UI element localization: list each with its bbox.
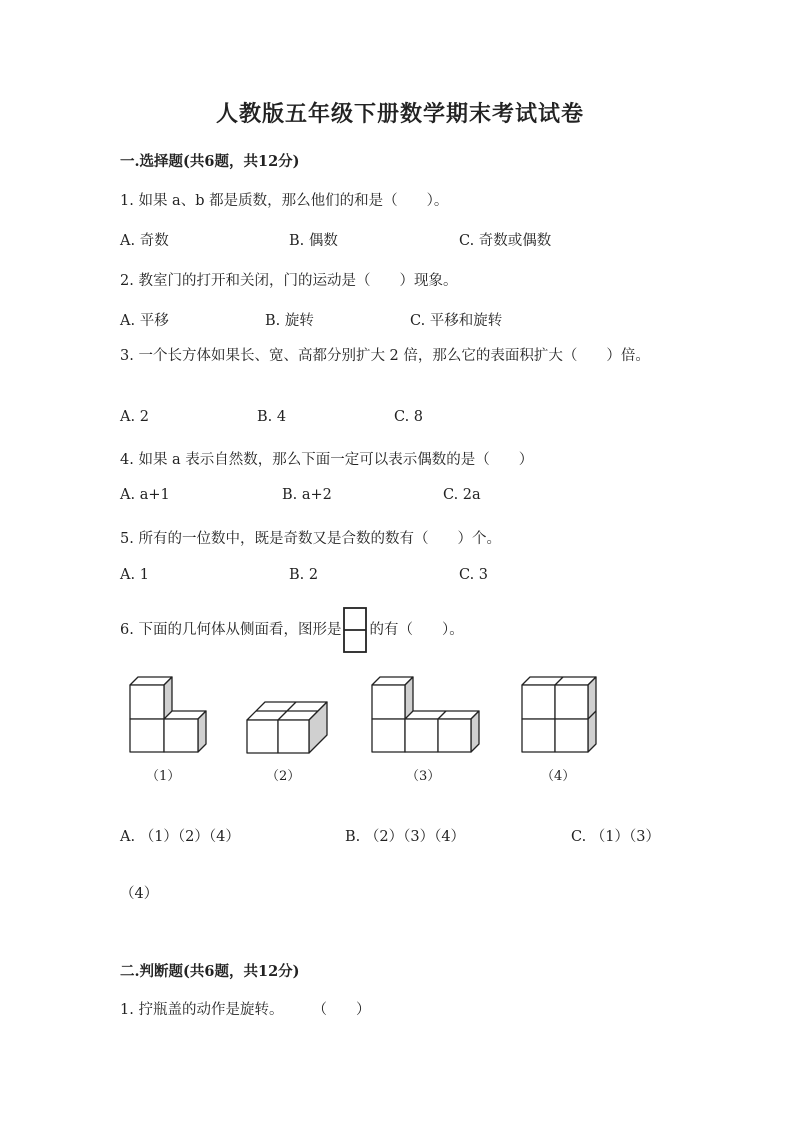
- question-1-option-a: A. 奇数: [120, 233, 169, 249]
- question-6-option-a: A. （1）（2）（4）: [120, 829, 240, 845]
- figure-4-label: （4）: [541, 769, 576, 784]
- question-3: 3. 一个长方体如果长、宽、高都分别扩大 2 倍，那么它的表面积扩大（ ）倍。: [120, 348, 650, 364]
- question-1: 1. 如果 a、b 都是质数，那么他们的和是（ ）。: [120, 193, 449, 209]
- cube-figure-3: [368, 675, 482, 757]
- question-3-option-a: A. 2: [120, 409, 149, 425]
- question-1-option-c: C. 奇数或偶数: [459, 233, 552, 249]
- question-2-option-b: B. 旋转: [265, 313, 314, 329]
- question-2-option-a: A. 平移: [120, 313, 169, 329]
- cube-figure-1: [126, 675, 208, 757]
- cube-figure-2: [244, 700, 330, 756]
- section-heading-judgement: 二.判断题(共6题，共12分): [120, 963, 300, 980]
- question-3-option-c: C. 8: [394, 409, 424, 425]
- question-4-option-b: B. a+2: [282, 487, 332, 503]
- question-5-option-c: C. 3: [459, 567, 489, 583]
- section-heading-choice: 一.选择题(共6题，共12分): [120, 153, 300, 170]
- figure-1-label: （1）: [146, 769, 181, 784]
- question-6: [120, 606, 464, 654]
- side-view-icon: [343, 607, 367, 653]
- figure-3-label: （3）: [406, 769, 441, 784]
- question-2-option-c: C. 平移和旋转: [410, 313, 503, 329]
- page-title: 人教版五年级下册数学期末考试试卷: [215, 101, 584, 127]
- question-1-option-b: B. 偶数: [289, 233, 338, 249]
- question-5: 5. 所有的一位数中，既是奇数又是合数的数有（ ）个。: [120, 531, 501, 547]
- question-5-option-a: A. 1: [120, 567, 149, 583]
- question-6-text-before: 6. 下面的几何体从侧面看，图形是: [120, 622, 342, 638]
- question-6-option-c-wrap: （4）: [120, 886, 159, 902]
- question-6-option-b: B. （2）（3）（4）: [345, 829, 466, 845]
- question-5-option-b: B. 2: [289, 567, 319, 583]
- cube-figure-4: [519, 675, 599, 757]
- question-4: 4. 如果 a 表示自然数，那么下面一定可以表示偶数的是（ ）: [120, 452, 534, 468]
- question-3-option-b: B. 4: [257, 409, 287, 425]
- question-2: 2. 教室门的打开和关闭，门的运动是（ ）现象。: [120, 273, 458, 289]
- question-4-option-c: C. 2a: [443, 487, 481, 503]
- question-6-text-after: 的有（ ）。: [369, 622, 464, 638]
- judgement-question-1: 1. 拧瓶盖的动作是旋转。 （ ）: [120, 1002, 371, 1018]
- question-4-option-a: A. a+1: [120, 487, 170, 503]
- figure-2-label: （2）: [266, 769, 301, 784]
- question-6-option-c: C. （1）（3）: [571, 829, 660, 845]
